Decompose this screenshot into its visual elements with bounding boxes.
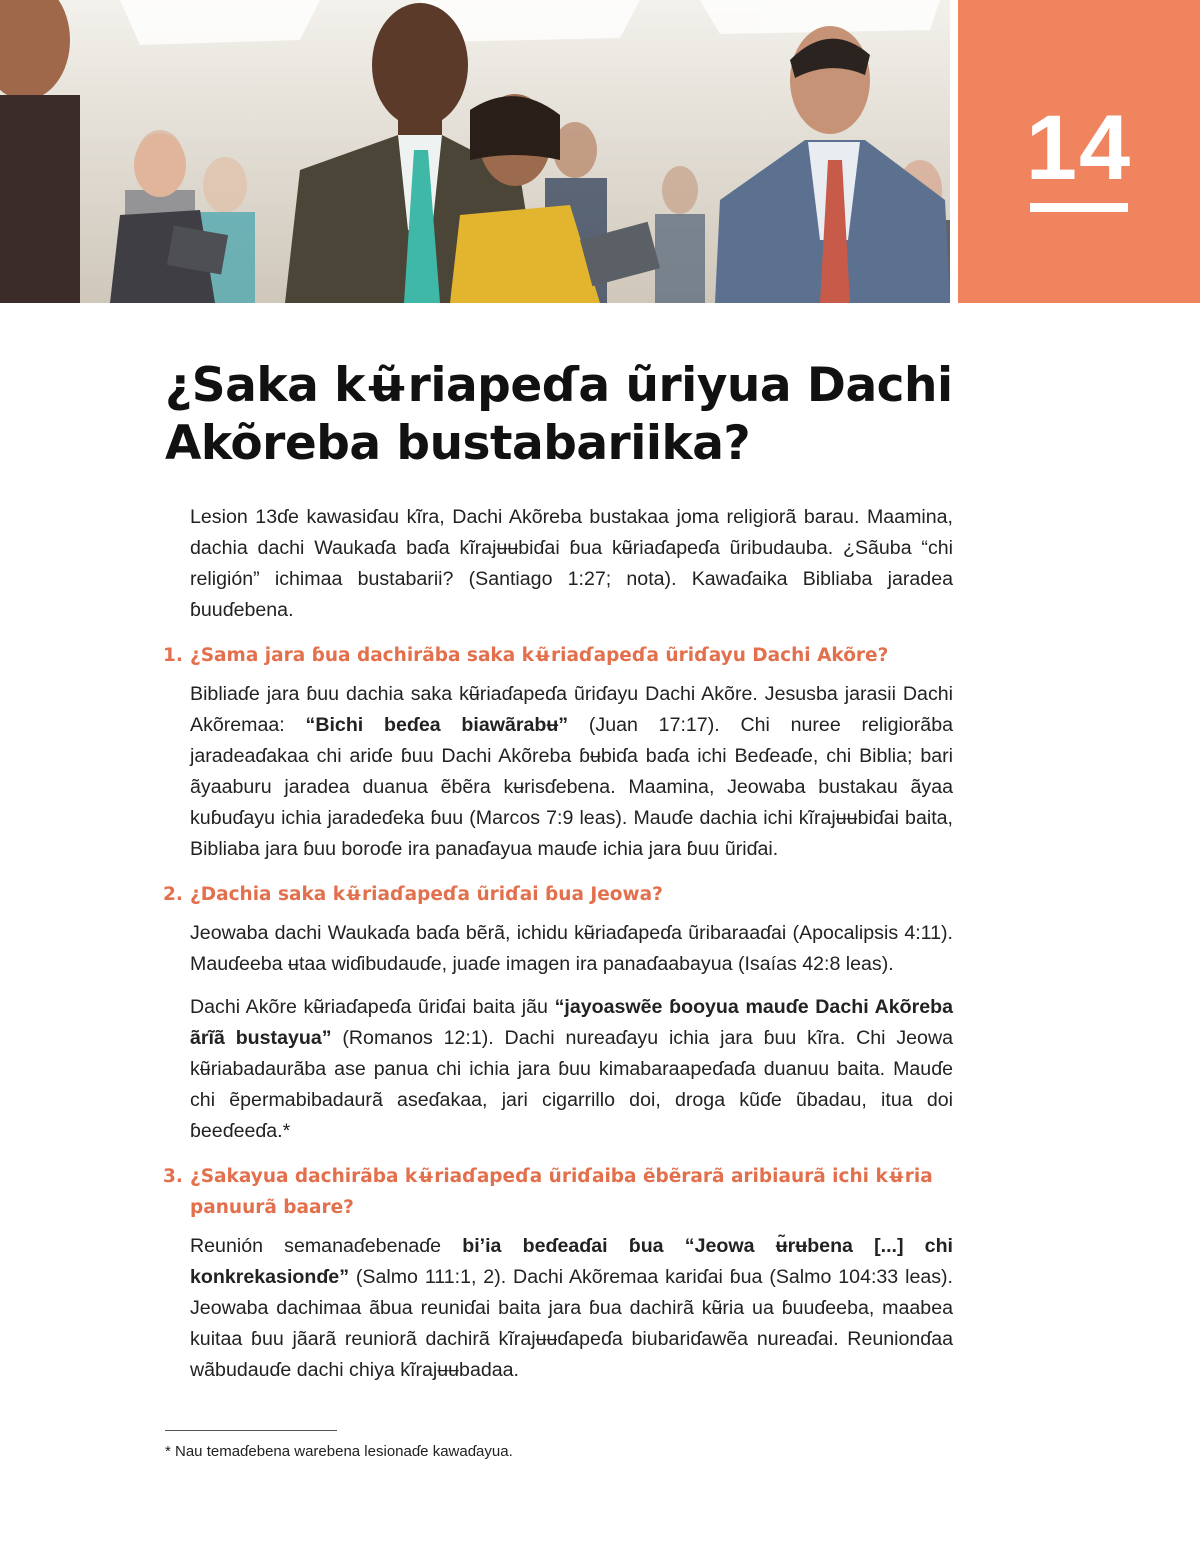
lesson-number-box [958, 0, 1200, 303]
paragraph-text: (Juan 17:17). Chi nuree religiorãba jaradeaɗakaa chi ariɗe ɓuu Dachi Akõreba ɓʉbiɗa baɗa ichi Beɗeaɗe, chi Biblia; bari ãyaaburu jaradea duanua ẽbẽra kʉrisɗebena. Maamina, Jeowaba bustakau ãyaa kuɓuɗayu ichia jaradeɗeka ɓuu (Marcos 7:9 leas). Mauɗe dachia ichi kĩrajʉʉbiɗai baita, Bibliaba jara ɓuu boroɗe ira panaɗayua mauɗe ichia jara ɓuu ũriɗai. [190, 714, 953, 860]
question-text: ¿Sakayua dachirãba kʉ̃riaɗapeɗa ũriɗaiba ẽbẽrarã aribiaurã ichi kʉ̃ria panuurã baare? [190, 1166, 933, 1218]
page-title: ¿Saka kʉ̃riapeɗa ũriyua Dachi Akõreba bustabariika? [165, 358, 953, 471]
paragraph-text: Bibliaɗe jara ɓuu dachia saka kʉ̃riaɗapeɗa ũriɗayu Dachi Akõre. Jesusba jarasii Dachi Akõremaa: [190, 683, 953, 736]
paragraph-text: Dachi Akõre kʉ̃riaɗapeɗa ũriɗai baita jãu [190, 996, 555, 1018]
section-2-paragraph-1 [190, 918, 953, 980]
footnote-divider [165, 1430, 337, 1431]
lesson-number-underline [1030, 203, 1128, 212]
footnote: * Nau temaɗebena warebena lesionaɗe kawaɗayua. [165, 1443, 513, 1460]
congregation-singing-image [0, 0, 950, 303]
scripture-quote: bi’ia beɗeaɗai ɓua “Jeowa ʉ̃rʉbena [...] chi konkrekasionɗe” [190, 1235, 953, 1288]
question-1 [163, 640, 953, 671]
question-text: ¿Dachia saka kʉ̃riaɗapeɗa ũriɗai ɓua Jeowa? [190, 884, 663, 905]
scripture-quote: “Bichi beɗea biawãrabʉ” [305, 714, 569, 736]
scripture-quote: “jayoaswẽe ɓooyua mauɗe Dachi Akõreba ãrĩã bustayua” [190, 996, 953, 1049]
paragraph-text: Reunión semanaɗebenaɗe [190, 1235, 463, 1257]
question-3 [163, 1161, 953, 1223]
lesson-content [163, 502, 953, 1398]
question-text: ¿Sama jara ɓua dachirãba saka kʉ̃riaɗapeɗa ũriɗayu Dachi Akõre? [190, 645, 889, 666]
question-2 [163, 879, 953, 910]
question-number: 2. [163, 884, 183, 905]
lesson-number: 14 [1025, 97, 1133, 199]
question-number: 3. [163, 1166, 183, 1187]
paragraph-text: Jeowaba dachi Waukaɗa baɗa bẽrã, ichidu kʉ̃riaɗapeɗa ũribaraaɗai (Apocalipsis 4:11). Mauɗeeba ʉtaa wiɗibudauɗe, juaɗe imagen ira panaɗaabayua (Isaías 42:8 leas). [190, 922, 953, 975]
paragraph-text: (Salmo 111:1, 2). Dachi Akõremaa kariɗai ɓua (Salmo 104:33 leas). Jeowaba dachimaa ãbua reuniɗai baita jara ɓua dachirã kʉ̃ria ua ɓuuɗeeba, maabea kuitaa ɓuu jãarã reuniorã dachirã kĩrajʉʉɗapeɗa biubariɗawẽa nureaɗai. Reunionɗaa wãbudauɗe dachi chiya kĩrajʉʉbadaa. [190, 1266, 953, 1381]
section-1-paragraph [190, 679, 953, 865]
section-3-paragraph [190, 1231, 953, 1386]
hero-photo [0, 0, 950, 303]
question-number: 1. [163, 645, 183, 666]
paragraph-text: (Romanos 12:1). Dachi nureaɗayu ichia jara ɓuu kĩra. Chi Jeowa kʉ̃riabadaurãba ase panua chi ichia jara ɓuu kimabaraapeɗaɗa duanuu baita. Mauɗe chi ẽpermabibadaurã aseɗakaa, jari cigarrillo doi, droga kũɗe ũbadau, itua doi ɓeeɗeeɗa.* [190, 1027, 953, 1142]
section-2-paragraph-2 [190, 992, 953, 1147]
intro-paragraph: Lesion 13ɗe kawasiɗau kĩra, Dachi Akõreba bustakaa joma religiorã barau. Maamina, dachia dachi Waukaɗa baɗa kĩrajʉʉbiɗai ɓua kʉ̃riaɗapeɗa ũribudauba. ¿Sãuba “chi religión” ichimaa bustabarii? (Santiago 1:27; nota). Kawaɗaika Bibliaba jaradea ɓuuɗebena. [190, 506, 953, 621]
